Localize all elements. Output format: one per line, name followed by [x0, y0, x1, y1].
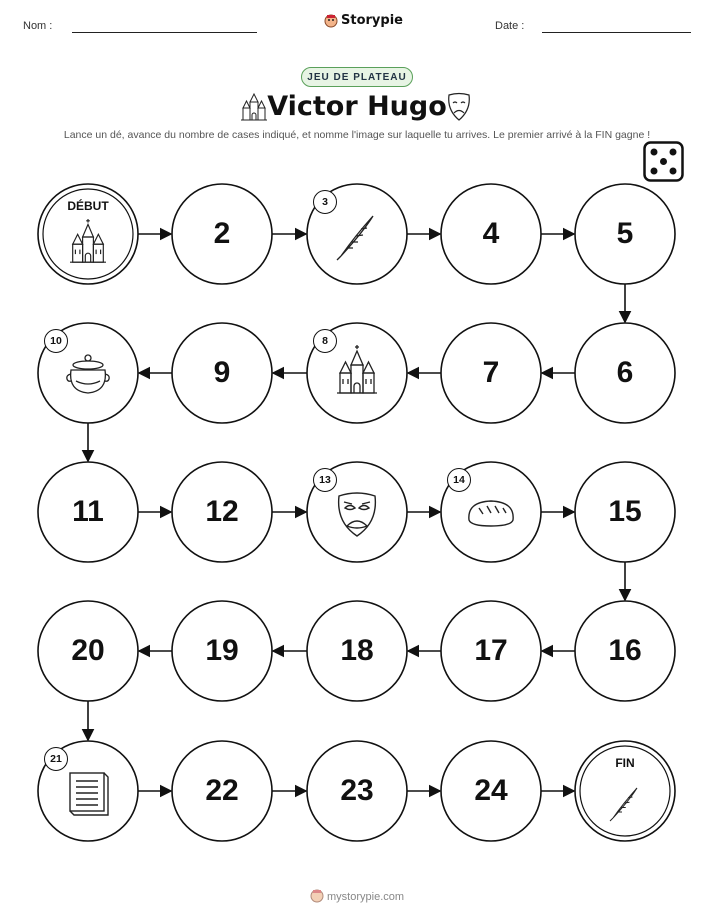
cell-number-badge: 14: [447, 468, 471, 492]
cell-number: 22: [205, 774, 239, 807]
cell-number: 12: [205, 495, 239, 528]
cell-number: 5: [616, 217, 634, 250]
cell-number: 11: [72, 495, 104, 528]
cell-number: 6: [616, 356, 634, 389]
footer-url: mystorypie.com: [327, 891, 405, 903]
cell-number: 2: [213, 217, 231, 250]
cell-number-badge: 10: [44, 329, 68, 353]
end-label: FIN: [615, 756, 635, 770]
cell-number: 23: [340, 774, 374, 807]
cell-number-badge: 13: [313, 468, 337, 492]
cell-number: 24: [474, 774, 508, 807]
cell-number: 20: [71, 634, 105, 667]
cell-number: 7: [482, 356, 500, 389]
cell-number: 19: [205, 634, 239, 667]
name-label: Nom :: [23, 20, 53, 32]
game-type-badge: JEU DE PLATEAU: [301, 67, 413, 87]
date-label: Date :: [495, 20, 525, 32]
cell-number: 16: [608, 634, 642, 667]
instructions: Lance un dé, avance du nombre de cases indiqué, et nomme l'image sur laquelle tu arrives. Le premier arrivé à la FIN gagne !: [63, 129, 651, 141]
cell-number-badge: 3: [313, 190, 337, 214]
cell-number-badge: 8: [313, 329, 337, 353]
brand-name: Storypie: [341, 13, 403, 28]
cell-number: 4: [482, 217, 500, 250]
start-label: DÉBUT: [67, 199, 109, 213]
storypie-mascot-icon: [310, 889, 324, 903]
cell-number: 17: [474, 634, 508, 667]
cell-number: 9: [213, 356, 231, 389]
page-title: Victor Hugo: [267, 91, 447, 122]
cell-number: 18: [340, 634, 374, 667]
cell-number: 15: [608, 495, 642, 528]
footer: [0, 889, 714, 903]
cell-number-badge: 21: [44, 747, 68, 771]
